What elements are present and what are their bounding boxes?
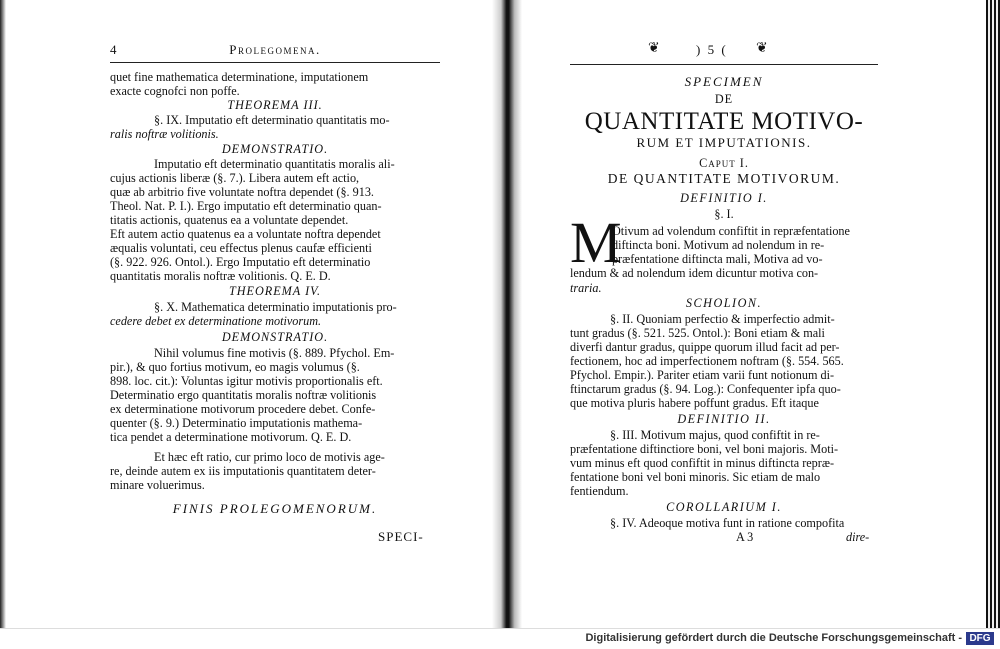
funding-credit: Digitalisierung gefördert durch die Deutsche Forschungsgemeinschaft -	[585, 632, 962, 644]
text-line: æqualis voluntati, ceu effectus plenus caufæ efficienti	[110, 241, 372, 255]
heading: THEOREMA III.	[227, 98, 323, 112]
main-title: QUANTITATE MOTIVO-	[584, 108, 864, 135]
text-line: §. II. Quoniam perfectio & imperfectio admit-	[610, 312, 835, 326]
text-line: fentatione boni vel boni minoris. Sic etiam de malo	[570, 470, 821, 484]
text-line: cedere debet ex determinatione motivorum.	[110, 314, 322, 328]
ornament-left-icon: ❦	[648, 41, 660, 56]
section-mark: §. I.	[714, 207, 734, 221]
text-line: tunt gradus (§. 521. 525. Ontol.): Boni etiam & mali	[570, 326, 825, 340]
heading: COROLLARIUM I.	[666, 500, 782, 514]
title-line: RUM ET IMPUTATIONIS.	[636, 135, 812, 150]
text-line: tica pendet a determinatione motivorum. Q. E. D.	[110, 430, 352, 444]
catchword: SPECI-	[378, 529, 424, 544]
text-line: vum minus eft quod confiftit in minus diftincta repræ-	[570, 456, 835, 470]
text-line: quet fine mathematica determinatione, imputationem	[110, 70, 369, 84]
text-line: minare voluerimus.	[110, 478, 205, 492]
text-line: pir.), & quo fortius motivum, eo magis volumus (§.	[110, 360, 360, 374]
running-head: Prolegomena.	[229, 42, 321, 57]
text-line: Eft autem actio quatenus ea a voluntate noftra dependet	[110, 227, 381, 241]
head-rule	[110, 62, 440, 63]
drop-cap: M	[570, 210, 622, 275]
text-line: quantitatis moralis noftræ volitionis. Q. E. D.	[110, 269, 331, 283]
text-line: traria.	[570, 281, 602, 295]
text-line: lendum & ad nolendum idem dicuntur motiva con-	[570, 266, 819, 280]
text-line: que motiva pluris habere poffunt gradus. Eft itaque	[570, 396, 819, 410]
footer-bar	[0, 628, 1000, 649]
page-edge-left	[0, 0, 6, 628]
text-line: 898. loc. cit.): Voluntas igitur motivis proportionalis eft.	[110, 374, 383, 388]
text-line: quenter (§. 9.) Determinatio imputationis mathema-	[110, 416, 363, 430]
text-line: exacte cognofci non poffe.	[110, 84, 240, 98]
text-line: §. III. Motivum majus, quod confiftit in re-	[610, 428, 820, 442]
ornament-right-icon: ❦	[756, 41, 768, 56]
text-line: præfentatione diftinctiore boni, vel boni majoris. Moti-	[570, 442, 839, 456]
heading: DEFINITIO I.	[680, 191, 768, 205]
catchword: dire-	[846, 530, 870, 544]
signature-mark: A 3	[736, 530, 754, 544]
dfg-logo: DFG	[966, 632, 994, 645]
text-line: præfentatione diftincta mali, Motiva ad vo-	[612, 252, 823, 266]
text-line: fentiendum.	[570, 484, 629, 498]
book-gutter	[492, 0, 522, 628]
text-line: ftinctarum gradus (§. 94. Log.): Confequenter ipfa quo-	[570, 382, 841, 396]
heading: SCHOLION.	[685, 296, 763, 310]
text-line: Imputatio eft determinatio quantitatis moralis ali-	[154, 157, 395, 171]
text-line: §. IV. Adeoque motiva funt in ratione compofita	[610, 516, 845, 530]
heading: THEOREMA IV.	[228, 284, 322, 298]
finis-heading: FINIS PROLEGOMENORUM.	[172, 501, 378, 516]
text-line: Theol. Nat. P. I.). Ergo imputatio eft determinatio quan-	[110, 199, 382, 213]
title-line: SPECIMEN	[684, 74, 764, 89]
text-line: Otivum ad volendum confiftit in repræfentatione	[612, 224, 850, 238]
text-line: Pfychol. Empir.). Pariter etiam varii funt notionum di-	[570, 368, 835, 382]
text-line: Determinatio ergo quantitatis moralis noftræ volitionis	[110, 388, 377, 402]
heading: DEFINITIO II.	[677, 412, 771, 426]
heading: DEMONSTRATIO.	[221, 330, 329, 344]
text-line: cujus actionis liberæ (§. 7.). Libera autem eft actio,	[110, 171, 360, 185]
head-rule	[570, 64, 878, 65]
folio: 4	[110, 42, 117, 57]
right-page	[570, 0, 878, 628]
left-page	[110, 0, 440, 628]
text-line: diftincta boni. Motivum ad nolendum in re-	[612, 238, 825, 252]
text-line: Et hæc eft ratio, cur primo loco de motivis age-	[154, 450, 385, 464]
text-line: titatis actionis, quatenus ea a voluntate dependet.	[110, 213, 349, 227]
chapter-title: DE QUANTITATE MOTIVORUM.	[607, 171, 841, 186]
chapter-label: Caput I.	[699, 156, 749, 170]
text-line: fectionem, hoc ad imperfectionem noftram (§. 554. 565.	[570, 354, 844, 368]
text-line: diverfi dantur gradus, quippe quorum illud facit ad per-	[570, 340, 840, 354]
text-line: re, deinde autem ex iis imputationis quantitatem deter-	[110, 464, 376, 478]
text-line: (§. 922. 926. Ontol.). Ergo Imputatio eft determinatio	[110, 255, 371, 269]
text-line: ex determinatione motivorum procedere debet. Confe-	[110, 402, 376, 416]
text-line: Nihil volumus fine motivis (§. 889. Pfychol. Em-	[154, 346, 395, 360]
text-line: quæ ab arbitrio five voluntate noftra dependet (§. 913.	[110, 185, 374, 199]
page-edge-right	[986, 0, 1000, 628]
running-head: ) 5 (	[696, 42, 728, 57]
heading: DEMONSTRATIO.	[221, 142, 329, 156]
text-line: §. X. Mathematica determinatio imputationis pro-	[154, 300, 397, 314]
title-line: DE	[714, 92, 734, 106]
text-line: §. IX. Imputatio eft determinatio quantitatis mo-	[154, 113, 390, 127]
text-line: ralis noftræ volitionis.	[110, 127, 219, 141]
